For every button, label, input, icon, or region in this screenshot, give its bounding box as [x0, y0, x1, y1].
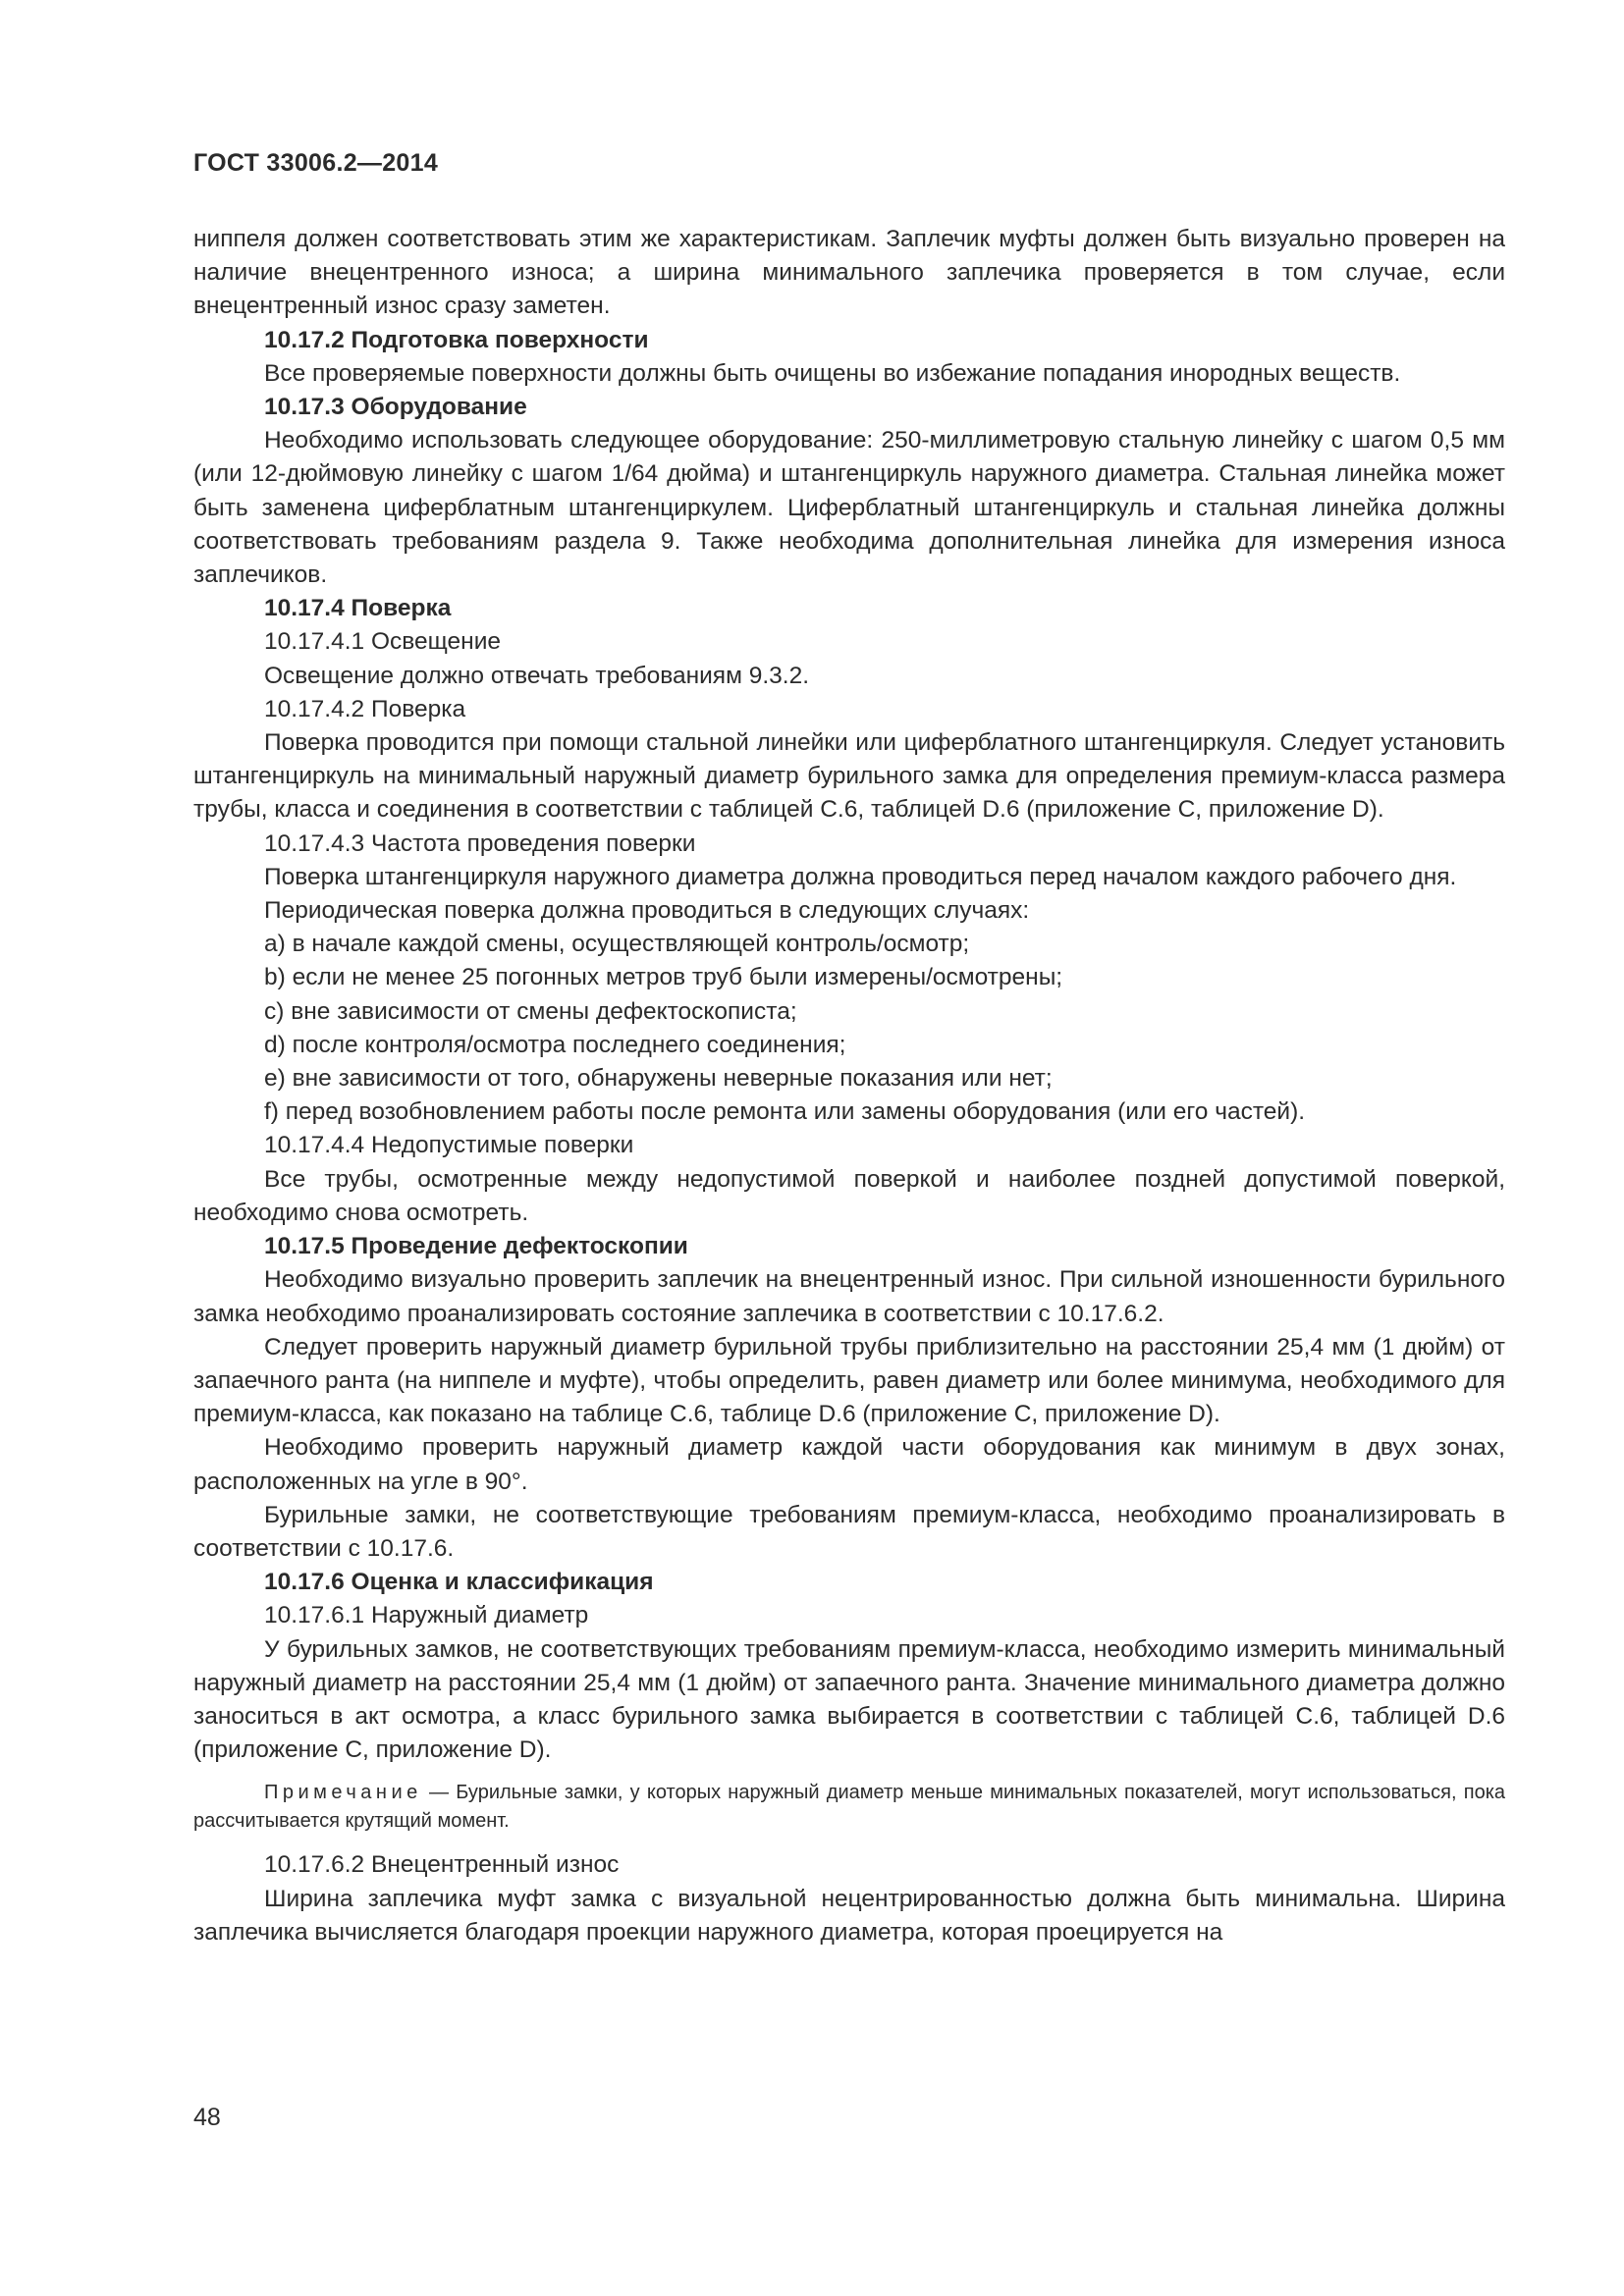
section-heading: 10.17.6 Оценка и классификация: [264, 1569, 654, 1596]
section-heading: 10.17.3 Оборудование: [264, 394, 527, 421]
section-heading: 10.17.4 Поверка: [264, 595, 452, 622]
list-item: f) перед возобновлением работы после ремонта или замены оборудования (или его частей).: [264, 1098, 1306, 1126]
paragraph: ниппеля должен соответствовать этим же характеристикам. Заплечик муфты должен быть визуально проверен на наличие внецентренного износа; а ширина минимального заплечика проверяется в том случае, если внецентренный износ сразу заметен.: [193, 226, 1505, 320]
document-body: [193, 223, 1505, 1949]
list-item: d) после контроля/осмотра последнего соединения;: [264, 1031, 846, 1058]
list-item: а) в начале каждой смены, осуществляющей контроль/осмотр;: [264, 931, 970, 958]
section-heading: 10.17.5 Проведение дефектоскопии: [264, 1233, 688, 1260]
list-item: е) вне зависимости от того, обнаружены неверные показания или нет;: [264, 1065, 1053, 1093]
paragraph: Все трубы, осмотренные между недопустимой поверкой и наиболее поздней допустимой поверкой, необходимо снова осмотреть.: [193, 1165, 1505, 1226]
paragraph: Необходимо визуально проверить заплечик на внецентренный износ. При сильной изношенности бурильного замка необходимо проанализировать состояние заплечика в соответствии с 10.17.6.2.: [193, 1266, 1505, 1327]
section-heading: 10.17.2 Подготовка поверхности: [264, 326, 649, 353]
list-item: с) вне зависимости от смены дефектоскописта;: [264, 997, 797, 1025]
paragraph: Освещение должно отвечать требованиям 9.3.2.: [264, 662, 810, 689]
note-text: — Бурильные замки, у которых наружный диаметр меньше минимальных показателей, могут использоваться, пока рассчитывается крутящий момент.: [193, 1782, 1505, 1833]
paragraph: Ширина заплечика муфт замка с визуальной нецентрированностью должна быть минимальна. Ширина заплечика вычисляется благодаря проекции наружного диаметра, которая проецируется на: [193, 1885, 1505, 1946]
standard-header: ГОСТ 33006.2—2014: [193, 149, 439, 177]
subsection-heading: 10.17.6.2 Внецентренный износ: [264, 1851, 620, 1879]
paragraph: У бурильных замков, не соответствующих требованиям премиум-класса, необходимо измерить минимальный наружный диаметр на расстоянии 25,4 мм (1 дюйм) от запаечного ранта. Значение минимального диаметра должно заноситься в акт осмотра, а класс бурильного замка выбирается в соответствии с таблицей С.6, таблицей D.6 (приложение С, приложение D).: [193, 1635, 1505, 1764]
paragraph: Необходимо использовать следующее оборудование: 250-миллиметровую стальную линейку с шагом 0,5 мм (или 12-дюймовую линейку с шагом 1/64 дюйма) и штангенциркуль наружного диаметра. Стальная линейка может быть заменена циферблатным штангенциркулем. Циферблатный штангенциркуль и стальная линейка должны соответствовать требованиям раздела 9. Также необходима дополнительная линейка для измерения износа заплечиков.: [193, 427, 1505, 589]
subsection-heading: 10.17.4.4 Недопустимые поверки: [264, 1132, 634, 1159]
page-number: 48: [193, 2104, 221, 2131]
list-item: b) если не менее 25 погонных метров труб были измерены/осмотрены;: [264, 964, 1063, 991]
subsection-heading: 10.17.4.3 Частота проведения поверки: [264, 829, 696, 857]
paragraph: Бурильные замки, не соответствующие требованиям премиум-класса, необходимо проанализировать в соответствии с 10.17.6.: [193, 1501, 1505, 1562]
paragraph: Следует проверить наружный диаметр бурильной трубы приблизительно на расстоянии 25,4 мм (1 дюйм) от запаечного ранта (на ниппеле и муфте), чтобы определить, равен диаметр или более минимума, необходимого для премиум-класса, как показано на таблице С.6, таблице D.6 (приложение С, приложение D).: [193, 1333, 1505, 1428]
note: [193, 1779, 1505, 1836]
subsection-heading: 10.17.4.2 Поверка: [264, 695, 466, 722]
note-label: Примечание: [264, 1782, 422, 1804]
paragraph: Поверка проводится при помощи стальной линейки или циферблатного штангенциркуля. Следует установить штангенциркуль на минимальный наружный диаметр бурильного замка для определения премиум-класса размера трубы, класса и соединения в соответствии с таблицей С.6, таблицей D.6 (приложение С, приложение D).: [193, 729, 1505, 824]
paragraph: Все проверяемые поверхности должны быть очищены во избежание попадания инородных веществ.: [264, 359, 1401, 387]
paragraph: Поверка штангенциркуля наружного диаметра должна проводиться перед началом каждого рабочего дня.: [264, 863, 1457, 890]
paragraph: Периодическая поверка должна проводиться в следующих случаях:: [264, 897, 1030, 925]
subsection-heading: 10.17.6.1 Наружный диаметр: [264, 1602, 589, 1629]
paragraph: Необходимо проверить наружный диаметр каждой части оборудования как минимум в двух зонах, расположенных на угле в 90°.: [193, 1434, 1505, 1495]
subsection-heading: 10.17.4.1 Освещение: [264, 628, 502, 656]
